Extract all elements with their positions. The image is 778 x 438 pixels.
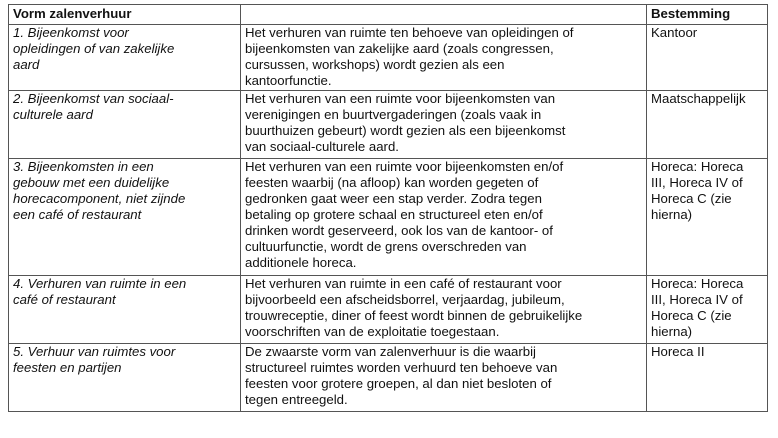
bestemming-text: Horeca: Horeca III, Horeca IV of Horeca C (zie hierna) bbox=[651, 159, 744, 222]
omschrijving-cell bbox=[241, 91, 647, 159]
table-row bbox=[9, 159, 768, 276]
header-bestemming: Bestemming bbox=[647, 5, 768, 25]
header-omschrijving bbox=[241, 5, 647, 25]
bestemming-text: Kantoor bbox=[651, 25, 698, 40]
table-row bbox=[9, 25, 768, 91]
omschrijving-cell bbox=[241, 344, 647, 412]
vorm-text: 4. Verhuren van ruimte in een café of restaurant bbox=[13, 276, 187, 307]
omschrijving-text: Het verhuren van ruimte ten behoeve van opleidingen of bijeenkomsten van zakelijke aard (zoals congressen, cursussen, workshops) wordt gezien als een kantoorfunctie. bbox=[245, 25, 574, 88]
omschrijving-cell bbox=[241, 159, 647, 276]
vorm-text: 2. Bijeenkomst van sociaal- culturele aard bbox=[13, 91, 174, 122]
bestemming-text: Horeca II bbox=[651, 344, 705, 359]
omschrijving-text: Het verhuren van ruimte in een café of restaurant voor bijvoorbeeld een afscheidsborrel, verjaardag, jubileum, trouwreceptie, diner of feest wordt binnen de gebruikelijke voorschriften van de exploitatie toegestaan. bbox=[245, 276, 583, 339]
bestemming-text: Maatschappelijk bbox=[651, 91, 746, 106]
omschrijving-text: Het verhuren van een ruimte voor bijeenkomsten van verenigingen en buurtvergaderingen (zoals vaak in buurthuizen gebeurt) wordt gezien als een bijeenkomst van sociaal-culturele aard. bbox=[245, 91, 566, 154]
bestemming-cell bbox=[647, 91, 768, 159]
bestemming-cell bbox=[647, 25, 768, 91]
table-row bbox=[9, 276, 768, 344]
omschrijving-cell bbox=[241, 25, 647, 91]
vorm-text: 5. Verhuur van ruimtes voor feesten en partijen bbox=[13, 344, 176, 375]
bestemming-text: Horeca: Horeca III, Horeca IV of Horeca C (zie hierna) bbox=[651, 276, 744, 339]
bestemming-cell bbox=[647, 159, 768, 276]
omschrijving-cell bbox=[241, 276, 647, 344]
table-row bbox=[9, 344, 768, 412]
header-vorm: Vorm zalenverhuur bbox=[9, 5, 241, 25]
bestemming-cell bbox=[647, 276, 768, 344]
omschrijving-text: Het verhuren van een ruimte voor bijeenkomsten en/of feesten waarbij (na afloop) kan worden gegeten of gedronken gaat weer een stap verder. Zodra tegen betaling op grotere schaal en structureel eten en/of drinken wordt geserveerd, ook los van de kantoor- of cultuurfunctie, wordt de grens overschreden van additionele horeca. bbox=[245, 159, 564, 270]
bestemming-cell bbox=[647, 344, 768, 412]
header-row bbox=[9, 5, 768, 25]
vorm-text: 3. Bijeenkomsten in een gebouw met een duidelijke horecacomponent, niet zijnde een café of restaurant bbox=[13, 159, 186, 222]
omschrijving-text: De zwaarste vorm van zalenverhuur is die waarbij structureel ruimtes worden verhuurd ten behoeve van feesten voor grotere groepen, al dan niet besloten of tegen entreegeld. bbox=[245, 344, 558, 407]
vorm-cell bbox=[9, 91, 241, 159]
vorm-text: 1. Bijeenkomst voor opleidingen of van zakelijke aard bbox=[13, 25, 175, 72]
zalenverhuur-table bbox=[8, 4, 768, 412]
vorm-cell bbox=[9, 159, 241, 276]
vorm-cell bbox=[9, 344, 241, 412]
vorm-cell bbox=[9, 25, 241, 91]
table-row bbox=[9, 91, 768, 159]
vorm-cell bbox=[9, 276, 241, 344]
